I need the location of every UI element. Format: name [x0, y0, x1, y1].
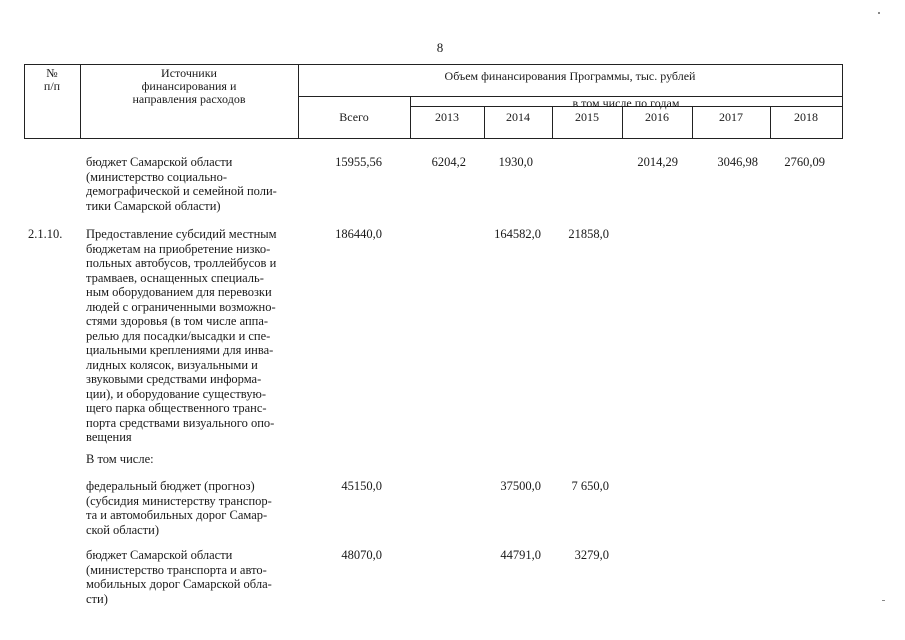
row-total: 15955,56 [335, 155, 382, 169]
row-value-2017: 3046,98 [717, 155, 758, 169]
header-col-total: Всего [339, 110, 369, 124]
header-year-2016: 2016 [645, 110, 669, 124]
row-number: 2.1.10. [28, 227, 63, 241]
row-text: В том числе: [86, 452, 154, 466]
header-year-2018: 2018 [794, 110, 818, 124]
row-value-2018: 2760,09 [784, 155, 825, 169]
header-year-2017: 2017 [719, 110, 743, 124]
row-total: 45150,0 [341, 479, 382, 493]
header-year-2015: 2015 [575, 110, 599, 124]
header-col-sources: Источники финансирования и направления расходов [132, 66, 246, 106]
row-value-2015: 7 650,0 [571, 479, 609, 493]
header-year-2014: 2014 [506, 110, 530, 124]
row-value-2015: 21858,0 [568, 227, 609, 241]
scan-speck [882, 600, 885, 601]
row-value-2014: 37500,0 [500, 479, 541, 493]
row-value-2013: 6204,2 [431, 155, 466, 169]
header-year-2013: 2013 [435, 110, 459, 124]
row-value-2016: 2014,29 [637, 155, 678, 169]
row-value-2014: 1930,0 [498, 155, 533, 169]
row-total: 186440,0 [335, 227, 382, 241]
scan-speck [878, 12, 880, 14]
row-total: 48070,0 [341, 548, 382, 562]
row-value-2014: 44791,0 [500, 548, 541, 562]
header-col-volume: Объем финансирования Программы, тыс. рублей [444, 69, 696, 83]
row-value-2015: 3279,0 [574, 548, 609, 562]
row-value-2014: 164582,0 [494, 227, 541, 241]
header-col-number: № п/п [43, 66, 61, 93]
header-col-by-years: в том числе по годам [572, 96, 680, 110]
row-text: Предоставление субсидий местным бюджетам на приобретение низко- польных автобусов, троллейбусов и трамваев, оснащенных специаль- ным оборудованием для перевозки людей с ограниченными возможно- стями здоровья (в том числе аппа- релью для посадки/высадки и спе- циальными креплениями для инва- лидных колясок, визуальными и звуковыми средствами информа- ции), и оборудование существую- щего парка общественного транс- порта средствами визуального опо- вещения [86, 227, 277, 444]
row-text: бюджет Самарской области (министерство социально- демографической и семейной поли- тики Самарской области) [86, 155, 277, 213]
row-text: бюджет Самарской области (министерство транспорта и авто- мобильных дорог Самарской обла- сти) [86, 548, 272, 606]
row-text: федеральный бюджет (прогноз) (субсидия министерству транспор- та и автомобильных дорог Самар- ской области) [86, 479, 272, 537]
page-number: 8 [436, 40, 444, 55]
